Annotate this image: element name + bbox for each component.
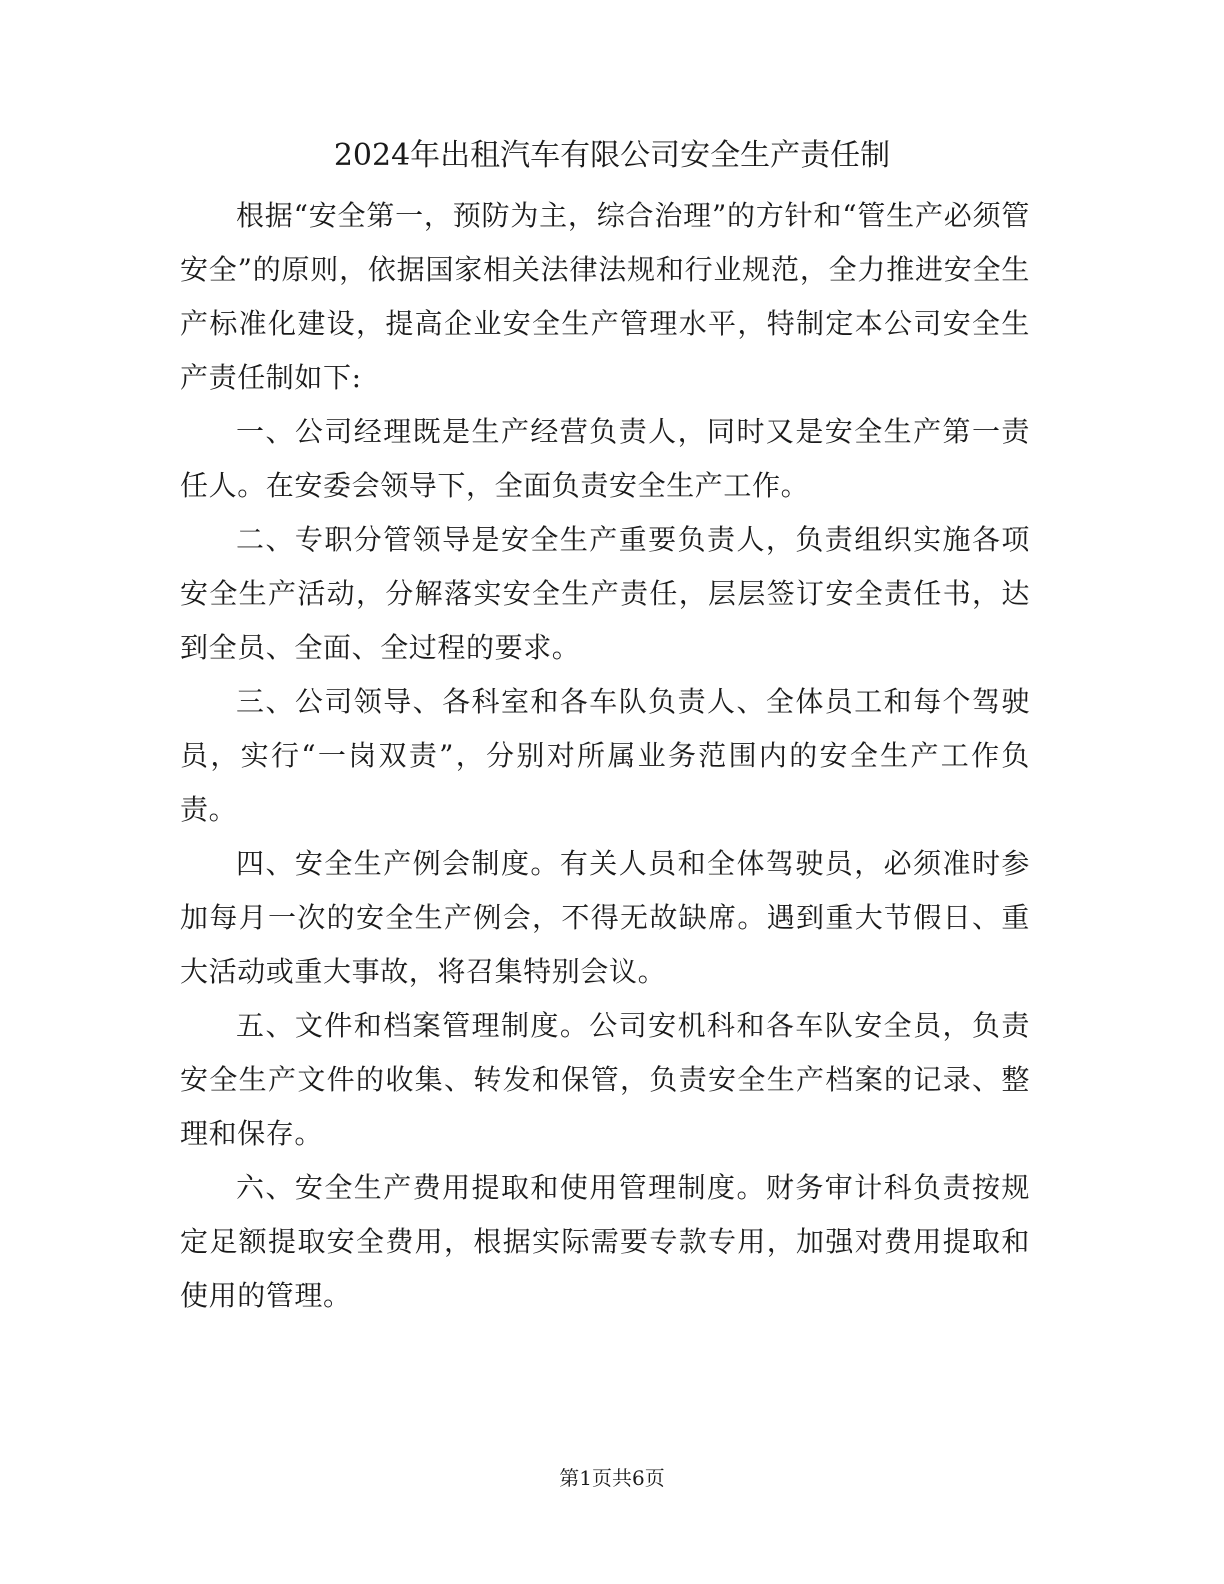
clause-1-paragraph: 一、公司经理既是生产经营负责人，同时又是安全生产第一责任人。在安委会领导下，全面负责安全生产工作。 (180, 415, 1030, 502)
document-title: 2024年出租汽车有限公司安全生产责任制 (333, 138, 891, 173)
clause-5-paragraph: 五、文件和档案管理制度。公司安机科和各车队安全员，负责安全生产文件的收集、转发和保管，负责安全生产档案的记录、整理和保存。 (180, 1009, 1030, 1150)
page-number-footer: 第1页共6页 (559, 1466, 665, 1490)
clause-4-paragraph: 四、安全生产例会制度。有关人员和全体驾驶员，必须准时参加每月一次的安全生产例会，不得无故缺席。遇到重大节假日、重大活动或重大事故，将召集特别会议。 (180, 847, 1030, 988)
clause-2-paragraph: 二、专职分管领导是安全生产重要负责人，负责组织实施各项安全生产活动，分解落实安全生产责任，层层签订安全责任书，达到全员、全面、全过程的要求。 (180, 523, 1030, 664)
clause-3-paragraph: 三、公司领导、各科室和各车队负责人、全体员工和每个驾驶员，实行“一岗双责”，分别对所属业务范围内的安全生产工作负责。 (180, 685, 1030, 826)
document-body (180, 189, 1030, 1323)
clause-6-paragraph: 六、安全生产费用提取和使用管理制度。财务审计科负责按规定足额提取安全费用，根据实际需要专款专用，加强对费用提取和使用的管理。 (180, 1171, 1030, 1312)
intro-paragraph: 根据“安全第一，预防为主，综合治理”的方针和“管生产必须管安全”的原则，依据国家相关法律法规和行业规范，全力推进安全生产标准化建设，提高企业安全生产管理水平，特制定本公司安全生产责任制如下: (180, 199, 1030, 394)
